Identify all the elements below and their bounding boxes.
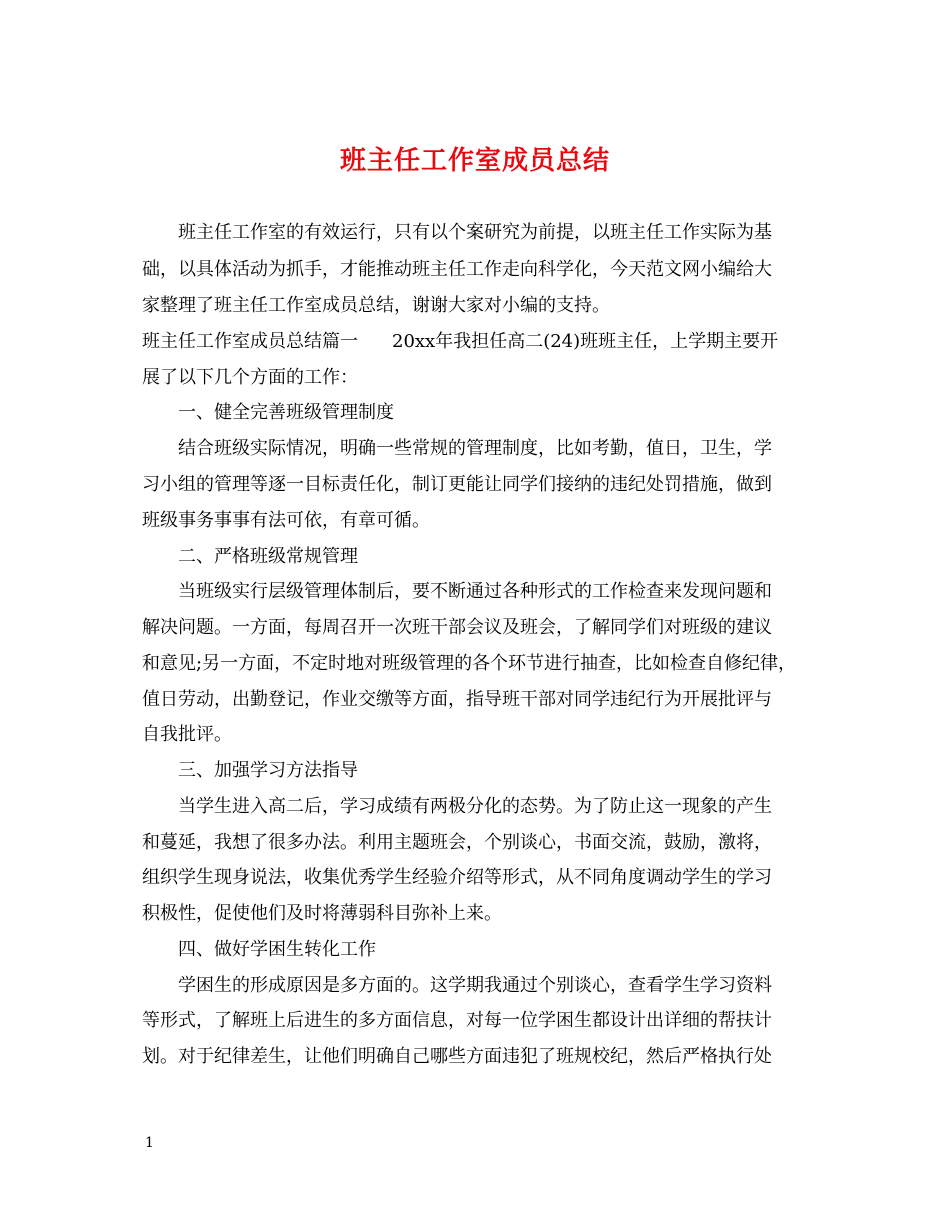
body-line-with-gap [142, 330, 778, 354]
body-line: 班主任工作室的有效运行，只有以个案研究为前提，以班主任工作实际为基 [178, 222, 772, 243]
body-line: 习小组的管理等逐一目标责任化，制订更能让同学们接纳的违纪处罚措施，做到 [142, 474, 772, 495]
page-number: 1 [145, 1135, 154, 1151]
body-line: 当班级实行层级管理体制后，要不断通过各种形式的工作检查来发现问题和 [178, 581, 772, 602]
body-line: 值日劳动，出勤登记，作业交缴等方面，指导班干部对同学违纪行为开展批评与 [142, 689, 772, 710]
body-line: 解决问题。一方面，每周召开一次班干部会议及班会，了解同学们对班级的建议 [142, 617, 772, 638]
section-heading: 三、加强学习方法指导 [178, 760, 358, 781]
document-title: 班主任工作室成员总结 [339, 146, 610, 176]
body-line: 积极性，促使他们及时将薄弱科目弥补上来。 [142, 903, 502, 924]
body-line: 和蔓延，我想了很多办法。利用主题班会，个别谈心，书面交流，鼓励，激将， [142, 832, 772, 853]
body-line: 划。对于纪律差生，让他们明确自己哪些方面违犯了班规校纪，然后严格执行处 [142, 1046, 772, 1067]
body-line: 等形式，了解班上后进生的多方面信息，对每一位学困生都设计出详细的帮扶计 [142, 1010, 772, 1031]
body-line: 学困生的形成原因是多方面的。这学期我通过个别谈心，查看学生学习资料 [178, 975, 772, 996]
body-line: 班级事务事事有法可依，有章可循。 [142, 510, 430, 531]
body-line: 结合班级实际情况，明确一些常规的管理制度，比如考勤，值日，卫生，学 [178, 438, 772, 459]
section-heading: 四、做好学困生转化工作 [178, 939, 376, 960]
body-line: 展了以下几个方面的工作： [142, 367, 358, 388]
section-heading: 一、健全完善班级管理制度 [178, 402, 394, 423]
body-line: 自我批评。 [142, 724, 232, 745]
section-heading: 二、严格班级常规管理 [178, 546, 358, 567]
body-line: 和意见;另一方面，不定时地对班级管理的各个环节进行抽查，比如检查自修纪律， [142, 653, 797, 674]
body-text: 20xx年我担任高二(24)班班主任，上学期主要开 [392, 331, 779, 352]
section-heading-inline: 班主任工作室成员总结篇一 [142, 331, 358, 352]
body-line: 础，以具体活动为抓手，才能推动班主任工作走向科学化，今天范文网小编给大 [142, 259, 772, 280]
body-line: 组织学生现身说法，收集优秀学生经验介绍等形式，从不同角度调动学生的学习 [142, 867, 772, 888]
body-line: 家整理了班主任工作室成员总结，谢谢大家对小编的支持。 [142, 295, 610, 316]
body-line: 当学生进入高二后，学习成绩有两极分化的态势。为了防止这一现象的产生 [178, 796, 772, 817]
